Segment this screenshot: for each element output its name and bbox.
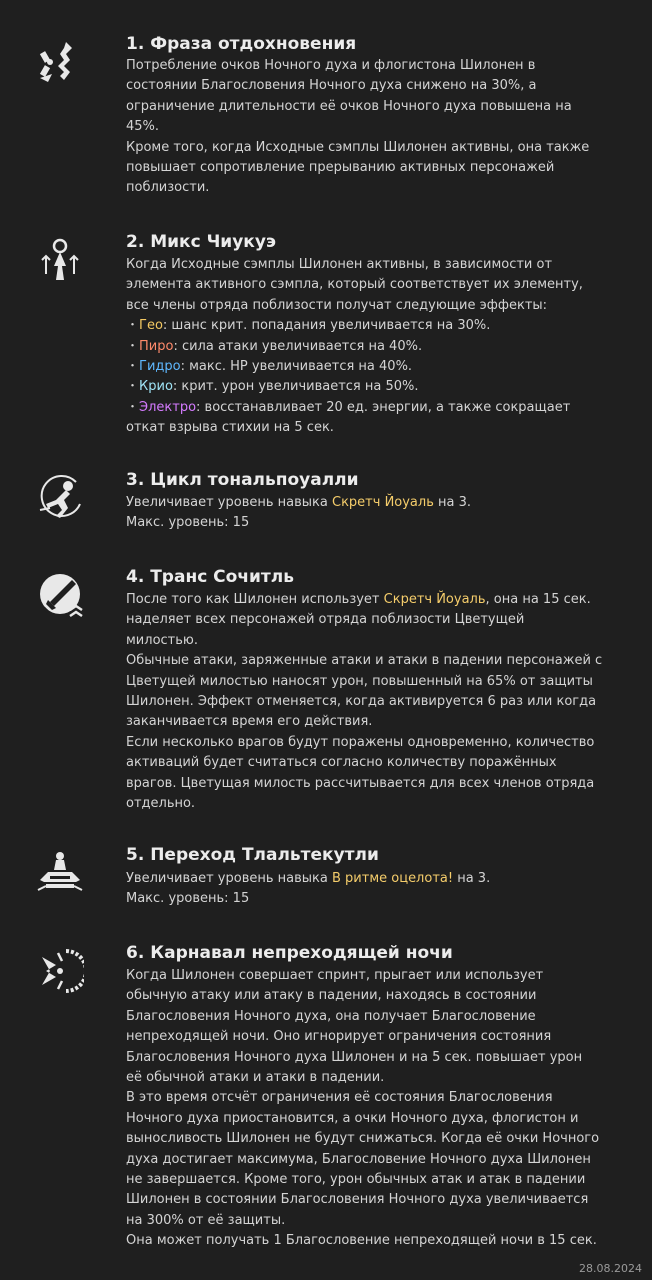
description-line: обычную атаку или атаку в падении, находясь в состоянии [126, 988, 537, 1004]
bullet: ・ [126, 318, 140, 334]
constellation-5-icon [36, 850, 84, 898]
description-line: духа достигает максимума, Благословение Ночного духа Шилонен [126, 1151, 591, 1167]
description-line: Цветущей милостью наносят урон, повышенный на 65% от защиты [126, 673, 593, 689]
description-line: В это время отсчёт ограничения её состояния Благословения [126, 1090, 553, 1106]
description-line: активаций будет считаться согласно количеству поражённых [126, 755, 557, 771]
description-line: Шилонен в состоянии Благословения Ночного духа увеличивается [126, 1192, 589, 1208]
description-line: выносливость Шилонен не будут снижаться. Когда её очки Ночного [126, 1131, 600, 1147]
element-effect-electro [126, 398, 626, 418]
constellation-description [126, 869, 626, 910]
element-name: Электро [139, 399, 197, 415]
date-stamp: 28.08.2024 [579, 1262, 642, 1275]
description-line: элемента активного сэмпла, который соответствует их элементу, [126, 277, 583, 293]
description-line: состоянии Благословения Ночного духа снижено на 30%, а [126, 78, 537, 94]
skill-name: Скретч Йоуаль [383, 592, 486, 607]
description-line: наделяет всех персонажей отряда поблизости Цветущей [126, 612, 525, 628]
description-line: её обычной атаки и атаки в падении. [126, 1069, 385, 1085]
description-line: Потребление очков Ночного духа и флогистона Шилонен в [126, 58, 536, 73]
description-line: откат взрыва стихии на 5 сек. [126, 420, 334, 436]
constellation-3-icon [36, 474, 84, 522]
bullet: ・ [126, 379, 140, 395]
description-line: Обычные атаки, заряженные атаки и атаки в падении персонажей с [126, 653, 603, 669]
description-line: не завершается. Кроме того, урон обычных атак и атак в падении [126, 1171, 586, 1187]
element-name: Пиро [139, 338, 174, 354]
skill-name: В ритме оцелота! [332, 871, 454, 886]
constellation-6-icon [36, 947, 84, 995]
element-text: : крит. урон увеличивается на 50%. [172, 379, 419, 395]
description-line: ограничение длительности её очков Ночного духа повышена на [126, 98, 572, 114]
element-text: : макс. HP увеличивается на 40%. [180, 358, 413, 374]
element-effect-cryo [126, 377, 626, 397]
description-line: на 300% от её защиты. [126, 1212, 286, 1228]
constellation-description [126, 966, 626, 1251]
text-segment: Увеличивает уровень навыка [126, 871, 332, 886]
element-name: Гидро [139, 358, 181, 374]
description-line: врагов. Цветущая милость рассчитывается для всех членов отряда [126, 775, 595, 791]
constellation-title: 4. Транс Сочитль [126, 567, 294, 587]
description-line: Когда Шилонен совершает спринт, прыгает или использует [126, 968, 544, 983]
text-segment: , она на 15 сек. [485, 592, 591, 607]
element-text: : шанс крит. попадания увеличивается на 30%. [162, 318, 491, 334]
constellation-4-icon [36, 572, 84, 620]
element-effect-pyro [126, 337, 626, 357]
description-line [126, 493, 626, 513]
description-line: Шилонен. Эффект отменяется, когда активируется 6 раз или когда [126, 693, 597, 709]
bullet: ・ [126, 358, 140, 374]
description-line [126, 869, 626, 889]
description-line: 45%. [126, 119, 160, 135]
constellation-description [126, 493, 626, 534]
element-name: Крио [139, 379, 173, 395]
description-line: Она может получать 1 Благословение непреходящей ночи в 15 сек. [126, 1233, 597, 1249]
skill-name: Скретч Йоуаль [332, 495, 434, 510]
constellation-title: 5. Переход Тлальтекутли [126, 845, 379, 865]
description-line: отдельно. [126, 795, 196, 811]
constellation-description [126, 590, 626, 814]
text-segment: Увеличивает уровень навыка [126, 495, 332, 510]
description-line: повышает сопротивление прерыванию активных персонажей [126, 159, 555, 175]
description-line: Кроме того, когда Исходные сэмплы Шилонен активны, она также [126, 139, 590, 155]
max-level: Макс. уровень: 15 [126, 515, 250, 531]
constellation-title: 2. Микс Чиукуэ [126, 232, 276, 252]
description-line: Когда Исходные сэмплы Шилонен активны, в зависимости от [126, 257, 553, 272]
constellation-title: 1. Фраза отдохновения [126, 34, 357, 54]
text-segment: на 3. [453, 871, 491, 886]
description-line [126, 590, 626, 610]
bullet: ・ [126, 338, 140, 354]
constellation-description [126, 255, 626, 439]
description-line: поблизости. [126, 180, 210, 196]
element-name: Гео [139, 318, 163, 334]
text-segment: на 3. [433, 495, 472, 510]
description-line: Если несколько врагов будут поражены одновременно, количество [126, 734, 595, 750]
constellation-title: 6. Карнавал непреходящей ночи [126, 943, 453, 963]
constellation-2-icon [36, 236, 84, 284]
description-line: заканчивается время его действия. [126, 714, 373, 730]
element-text: : восстанавливает 20 ед. энергии, а также сокращает [196, 399, 571, 415]
max-level: Макс. уровень: 15 [126, 891, 250, 907]
text-segment: После того как Шилонен использует [126, 592, 384, 607]
element-effect-geo [126, 316, 626, 336]
description-line: Ночного духа приостановится, а очки Ночного духа, флогистон и [126, 1110, 579, 1126]
description-line: Благословения Ночного духа Шилонен и на 5 сек. повышает урон [126, 1049, 583, 1065]
element-text: : сила атаки увеличивается на 40%. [173, 338, 423, 354]
constellation-description [126, 56, 626, 199]
description-line: Благословения Ночного духа, она получает Благословение [126, 1008, 536, 1024]
constellation-title: 3. Цикл тональпоуалли [126, 470, 359, 490]
constellation-1-icon [36, 38, 84, 86]
bullet: ・ [126, 399, 140, 415]
description-line: милостью. [126, 632, 198, 648]
description-line: все члены отряда поблизости получат следующие эффекты: [126, 297, 548, 313]
description-line: непреходящей ночи. Оно игнорирует ограничения состояния [126, 1029, 552, 1045]
element-effect-hydro [126, 357, 626, 377]
